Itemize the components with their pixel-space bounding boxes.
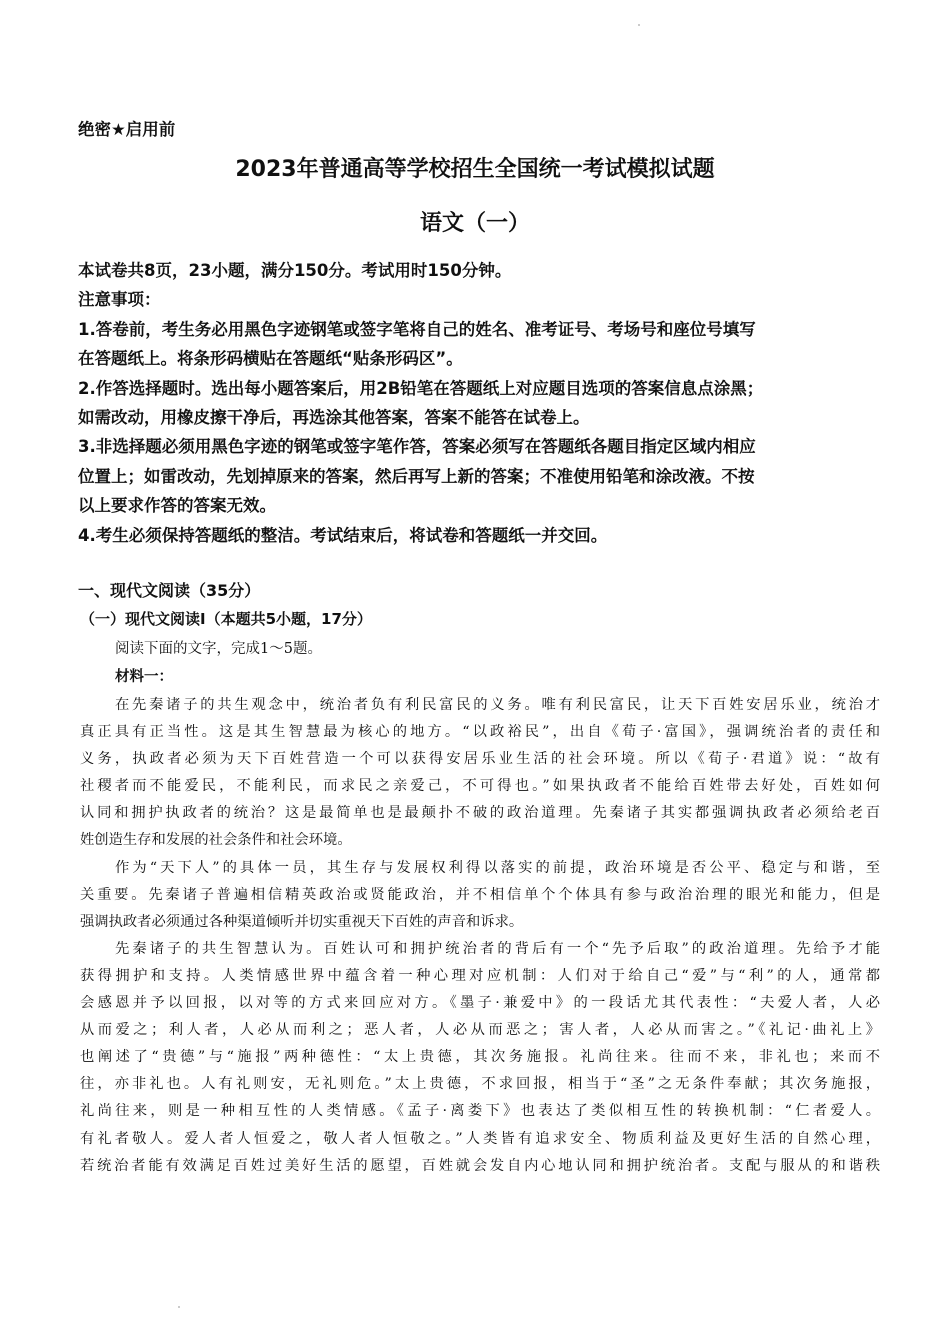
- notice-line: 3.非选择题必须用黑色字迹的钢笔或签字笔作答，答案必须写在答题纸各题目指定区域内相应: [78, 437, 756, 457]
- notice-line: 注意事项：: [78, 290, 161, 310]
- passage-line: 作为“天下人”的具体一员，其生存与发展权利得以落实的前提，政治环境是否公平、稳定与和谐，至: [115, 859, 880, 876]
- exam-subtitle: 语文（一）: [419, 211, 530, 236]
- confidential-mark: 绝密★启用前: [78, 120, 176, 139]
- passage-line: 真正具有正当性。这是其生智慧最为核心的地方。“以政裕民”，出自《荀子·富国》，强调统治者的责任和: [80, 724, 880, 741]
- notice-line: 本试卷共8页，23小题，满分150分。考试用时150分钟。: [78, 261, 512, 280]
- passage-line: 也阐述了“贵德”与“施报”两种德性：“太上贵德，其次务施报。礼尚往来。往而不来，非礼也；来而不: [80, 1049, 880, 1066]
- section-heading: 一、现代文阅读（35分）: [78, 581, 261, 600]
- passage-line: 关重要。先秦诸子普遍相信精英政治或贤能政治，并不相信单个个体具有参与政治治理的眼光和能力，但是: [80, 886, 880, 903]
- passage-line: 获得拥护和支持。人类情感世界中蕴含着一种心理对应机制：人们对于给自己“爱”与“利”的人，通常都: [80, 967, 880, 984]
- passage-body: [80, 692, 880, 1180]
- notice-line: 如需改动，用橡皮擦干净后，再选涂其他答案，答案不能答在试卷上。: [78, 408, 590, 428]
- passage-line: 礼尚往来，则是一种相互性的人类情感。《孟子·离娄下》也表达了类似相互性的转换机制：“仁者爱人。: [80, 1103, 880, 1120]
- passage-line: 姓创造生存和发展的社会条件和社会环境。: [80, 832, 352, 849]
- notice-line: 2.作答选择题时。选出每小题答案后，用2B铅笔在答题纸上对应题目选项的答案信息点涂黑；: [78, 378, 764, 398]
- notice-line: 4.考生必须保持答题纸的整洁。考试结束后，将试卷和答题纸一并交回。: [78, 525, 608, 545]
- passage-line: 先秦诸子的共生智慧认为。百姓认可和拥护统治者的背后有一个“先予后取”的政治道理。先给予才能: [115, 940, 880, 957]
- passage-line: 社稷者而不能爱民，不能利民，而求民之亲爱己，不可得也。”如果执政者不能给百姓带去好处，百姓如何: [80, 778, 880, 795]
- notice-line: 位置上；如雷改动，先划掉原来的答案，然后再写上新的答案；不准使用铅笔和涂改液。不按: [78, 466, 755, 486]
- notice-line: 以上要求作答的答案无效。: [78, 496, 276, 516]
- passage-line: 往，亦非礼也。人有礼则安，无礼则危。”太上贵德，不求回报，相当于“圣”之无条件奉献；其次务施报，: [80, 1076, 880, 1093]
- passage-line: 若统治者能有效满足百姓过美好生活的愿望，百姓就会发自内心地认同和拥护统治者。支配与服从的和谐秩: [80, 1157, 880, 1174]
- passage-line: 会感恩并予以回报，以对等的方式来回应对方。《墨子·兼爱中》的一段话尤其代表性：“夫爱人者，人必: [80, 995, 880, 1012]
- scan-speck: [178, 1306, 180, 1308]
- notice-line: 在答题纸上。将条形码横贴在答题纸“贴条形码区”。: [78, 349, 463, 369]
- subsection-heading: （一）现代文阅读Ⅰ（本题共5小题，17分）: [80, 610, 372, 628]
- exam-title: 2023年普通高等学校招生全国统一考试模拟试题: [235, 157, 715, 182]
- passage-line: 在先秦诸子的共生观念中，统治者负有利民富民的义务。唯有利民富民，让天下百姓安居乐业，统治才: [115, 697, 880, 713]
- notice-line: 1.答卷前，考生务必用黑色字迹钢笔或签字笔将自己的姓名、准考证号、考场号和座位号填写: [78, 319, 756, 339]
- passage-line: 强调执政者必须通过各种渠道倾听并切实重视天下百姓的声音和诉求。: [80, 913, 524, 930]
- passage-line: 义务，执政者必须为天下百姓营造一个可以获得安居乐业生活的社会环境。所以《荀子·君道》说：“故有: [80, 751, 880, 768]
- material-label: 材料一：: [115, 669, 173, 685]
- scan-speck: [638, 24, 640, 26]
- passage-line: 有礼者敬人。爱人者人恒爱之，敬人者人恒敬之。”人类皆有追求安全、物质利益及更好生活的自然心理，: [80, 1130, 880, 1147]
- passage-line: 认同和拥护执政者的统治？这是最简单也是最颠扑不破的政治道理。先秦诸子其实都强调执政者必须给老百: [80, 805, 880, 822]
- reading-instruction: 阅读下面的文字，完成1～5题。: [115, 641, 322, 657]
- exam-notice: [78, 256, 878, 550]
- passage-line: 从而爱之；利人者，人必从而利之；恶人者，人必从而恶之；害人者，人必从而害之。”《礼记·曲礼上》: [80, 1022, 880, 1039]
